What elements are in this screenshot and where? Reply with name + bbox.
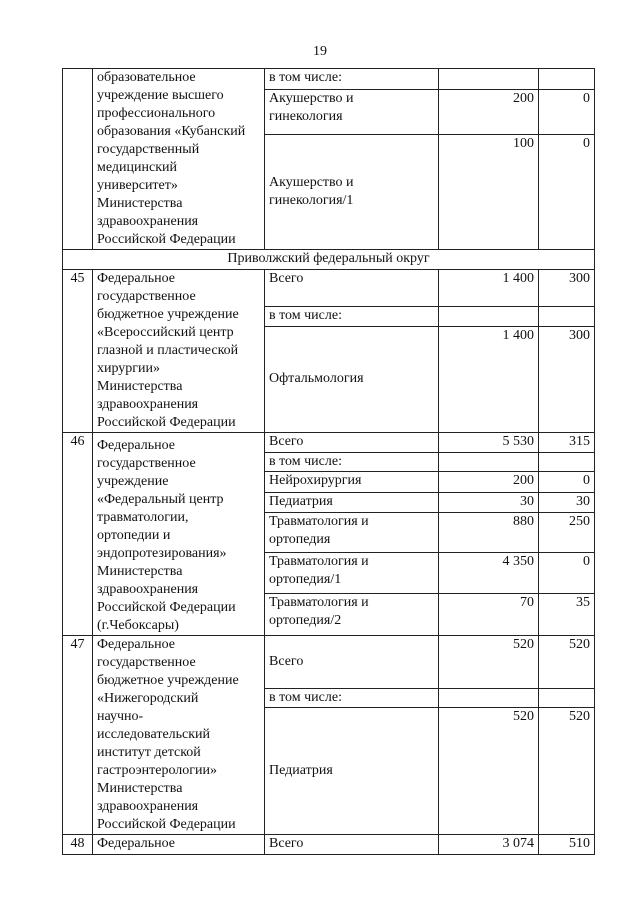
specialty-label: Педиатрия (265, 708, 439, 835)
specialty-label: Всего (265, 270, 439, 307)
value-secondary: 315 (539, 433, 595, 453)
allocation-table (62, 68, 595, 855)
value-secondary: 35 (539, 593, 595, 635)
value-secondary: 520 (539, 636, 595, 689)
specialty-label: Всего (265, 433, 439, 453)
specialty-label: Педиатрия (265, 492, 439, 512)
organization-name: Федеральное государственное бюджетное учреждение «Нижегородский научно- исследовательский институт детской гастроэнтерологии» Министерства здравоохранения Российской Федерации (93, 636, 265, 835)
specialty-label: Акушерство и гинекология/1 (265, 134, 439, 249)
value-total: 880 (439, 512, 539, 552)
row-number: 45 (63, 270, 93, 433)
region-header: Приволжский федеральный округ (63, 250, 595, 270)
value-secondary: 300 (539, 270, 595, 307)
value-total: 100 (439, 134, 539, 249)
specialty-label: Акушерство и гинекология (265, 89, 439, 134)
value-secondary: 300 (539, 326, 595, 432)
specialty-label: Травматология и ортопедия/2 (265, 593, 439, 635)
organization-name: Федеральное государственное учреждение «Федеральный центр травматологии, ортопедии и эндопротезирования» Министерства здравоохранения Российской Федерации (г.Чебоксары) (93, 433, 265, 636)
table-row (63, 636, 595, 689)
value-total: 3 074 (439, 835, 539, 855)
value-secondary (539, 307, 595, 327)
specialty-label: Офтальмология (265, 326, 439, 432)
value-total (439, 689, 539, 708)
row-number-cell (63, 69, 93, 250)
specialty-label: в том числе: (265, 69, 439, 90)
table-row (63, 69, 595, 90)
value-total: 520 (439, 708, 539, 835)
value-secondary (539, 69, 595, 90)
specialty-label: в том числе: (265, 307, 439, 327)
specialty-label: Травматология и ортопедия (265, 512, 439, 552)
value-secondary: 30 (539, 492, 595, 512)
value-secondary (539, 453, 595, 472)
organization-name: образовательное учреждение высшего профессионального образования «Кубанский государственный медицинский университет» Министерства здравоохранения Российской Федерации (93, 69, 265, 250)
row-number: 47 (63, 636, 93, 835)
value-secondary: 0 (539, 89, 595, 134)
table-row (63, 270, 595, 307)
specialty-label: в том числе: (265, 453, 439, 472)
page-number: 19 (313, 44, 327, 59)
organization-name: Федеральное (93, 835, 265, 855)
specialty-label: Нейрохирургия (265, 472, 439, 492)
organization-name: Федеральное государственное бюджетное учреждение «Всероссийский центр глазной и пластической хирургии» Министерства здравоохранения Российской Федерации (93, 270, 265, 433)
value-total: 5 530 (439, 433, 539, 453)
value-total: 1 400 (439, 270, 539, 307)
region-row (63, 250, 595, 270)
table-row (63, 433, 595, 453)
value-total: 70 (439, 593, 539, 635)
value-total (439, 69, 539, 90)
specialty-label: в том числе: (265, 689, 439, 708)
value-total: 4 350 (439, 553, 539, 593)
value-secondary: 0 (539, 472, 595, 492)
value-total (439, 307, 539, 327)
value-total (439, 453, 539, 472)
value-total: 200 (439, 89, 539, 134)
value-secondary: 0 (539, 134, 595, 249)
table-row (63, 835, 595, 855)
value-secondary: 0 (539, 553, 595, 593)
value-total: 200 (439, 472, 539, 492)
specialty-label: Всего (265, 636, 439, 689)
value-secondary: 510 (539, 835, 595, 855)
value-secondary: 520 (539, 708, 595, 835)
value-total: 520 (439, 636, 539, 689)
value-total: 30 (439, 492, 539, 512)
value-total: 1 400 (439, 326, 539, 432)
row-number: 48 (63, 835, 93, 855)
value-secondary: 250 (539, 512, 595, 552)
row-number: 46 (63, 433, 93, 636)
specialty-label: Травматология и ортопедия/1 (265, 553, 439, 593)
value-secondary (539, 689, 595, 708)
specialty-label: Всего (265, 835, 439, 855)
